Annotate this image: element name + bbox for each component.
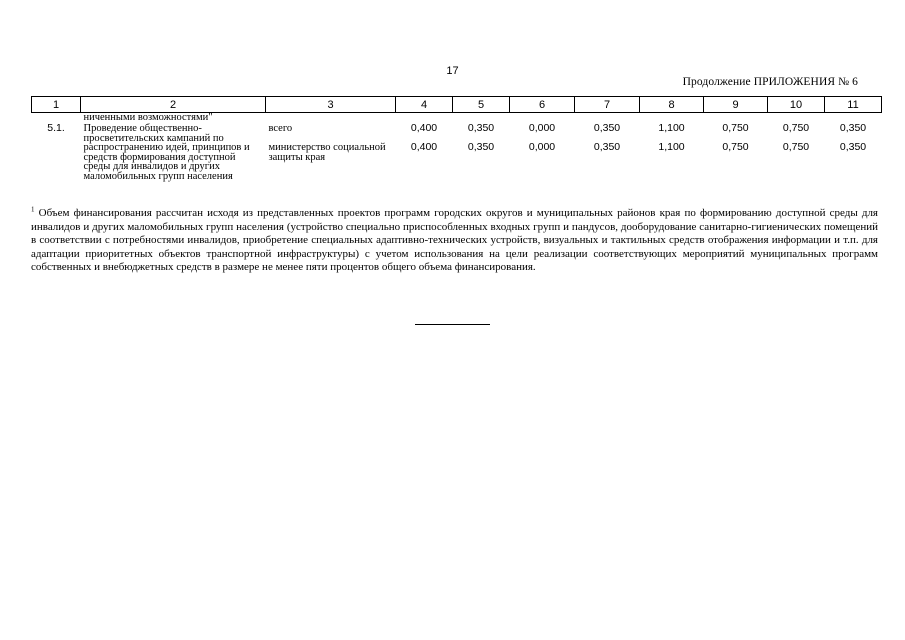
value-cell: 0,400 xyxy=(410,141,438,153)
value-cell: 0,750 xyxy=(782,122,810,134)
value-cell: 0,350 xyxy=(593,122,621,134)
footnote-marker: 1 xyxy=(31,205,35,214)
funding-source: всего xyxy=(268,123,293,134)
column-header: 4 xyxy=(396,97,453,113)
footnote-text: Объем финансирования рассчитан исходя из представленных проектов программ городских округов и муниципальных районов края по формированию доступной среды для инвалидов и других маломобильных групп населения (устройство специально приспособленных входных групп и пандусов, дооборудование санитарно-гигиенических помещений в соответствии с потребностями инвалидов, приобретение специальных адаптивно-технических устройств, визуальных и тактильных средств отображения информации и т.п. для адаптации приоритетных объектов транспортной инфраструктуры) с учетом использования на цели реализации соответствующих мероприятий муниципальных программ собственных и внебюджетных средств в размере не менее пяти процентов общего объема финансирования. xyxy=(31,207,878,273)
value-cell: 1,100 xyxy=(658,122,685,134)
appendix-title: Продолжение ПРИЛОЖЕНИЯ № 6 xyxy=(682,76,858,88)
value-cell: 1,100 xyxy=(658,141,685,153)
column-header: 6 xyxy=(510,97,575,113)
value-cell: 0,400 xyxy=(410,122,438,134)
value-cell: 0,000 xyxy=(528,141,556,153)
value-cell: 0,350 xyxy=(839,141,867,153)
column-header: 3 xyxy=(266,97,396,113)
value-cell: 0,350 xyxy=(593,141,621,153)
value-cell: 0,350 xyxy=(839,122,867,134)
funding-source: министерство социальной защиты края xyxy=(268,142,386,163)
table-row xyxy=(32,124,882,143)
item-description: Проведение общественно-просветительских кампаний по распространению идей, принципов и средств формирования доступной среды для инвалидов и других маломобильных групп населения xyxy=(83,123,250,182)
column-header: 2 xyxy=(81,97,266,113)
column-header: 1 xyxy=(32,97,81,113)
value-cell: 0,750 xyxy=(722,141,749,153)
financing-table xyxy=(31,96,882,181)
column-header: 7 xyxy=(575,97,640,113)
column-header: 11 xyxy=(825,97,882,113)
table-header-row xyxy=(32,97,882,113)
value-cell: 0,750 xyxy=(782,141,810,153)
continuation-text: ниченными возможностями" xyxy=(83,112,213,123)
footnote xyxy=(31,207,878,275)
column-header: 9 xyxy=(704,97,768,113)
page-number: 17 xyxy=(446,65,459,77)
column-header: 10 xyxy=(768,97,825,113)
item-number: 5.1. xyxy=(47,122,65,134)
column-header: 8 xyxy=(640,97,704,113)
value-cell: 0,000 xyxy=(528,122,556,134)
value-cell: 0,350 xyxy=(467,141,495,153)
value-cell: 0,350 xyxy=(467,122,495,134)
value-cell: 0,750 xyxy=(722,122,749,134)
column-header: 5 xyxy=(453,97,510,113)
closing-divider xyxy=(415,324,490,325)
